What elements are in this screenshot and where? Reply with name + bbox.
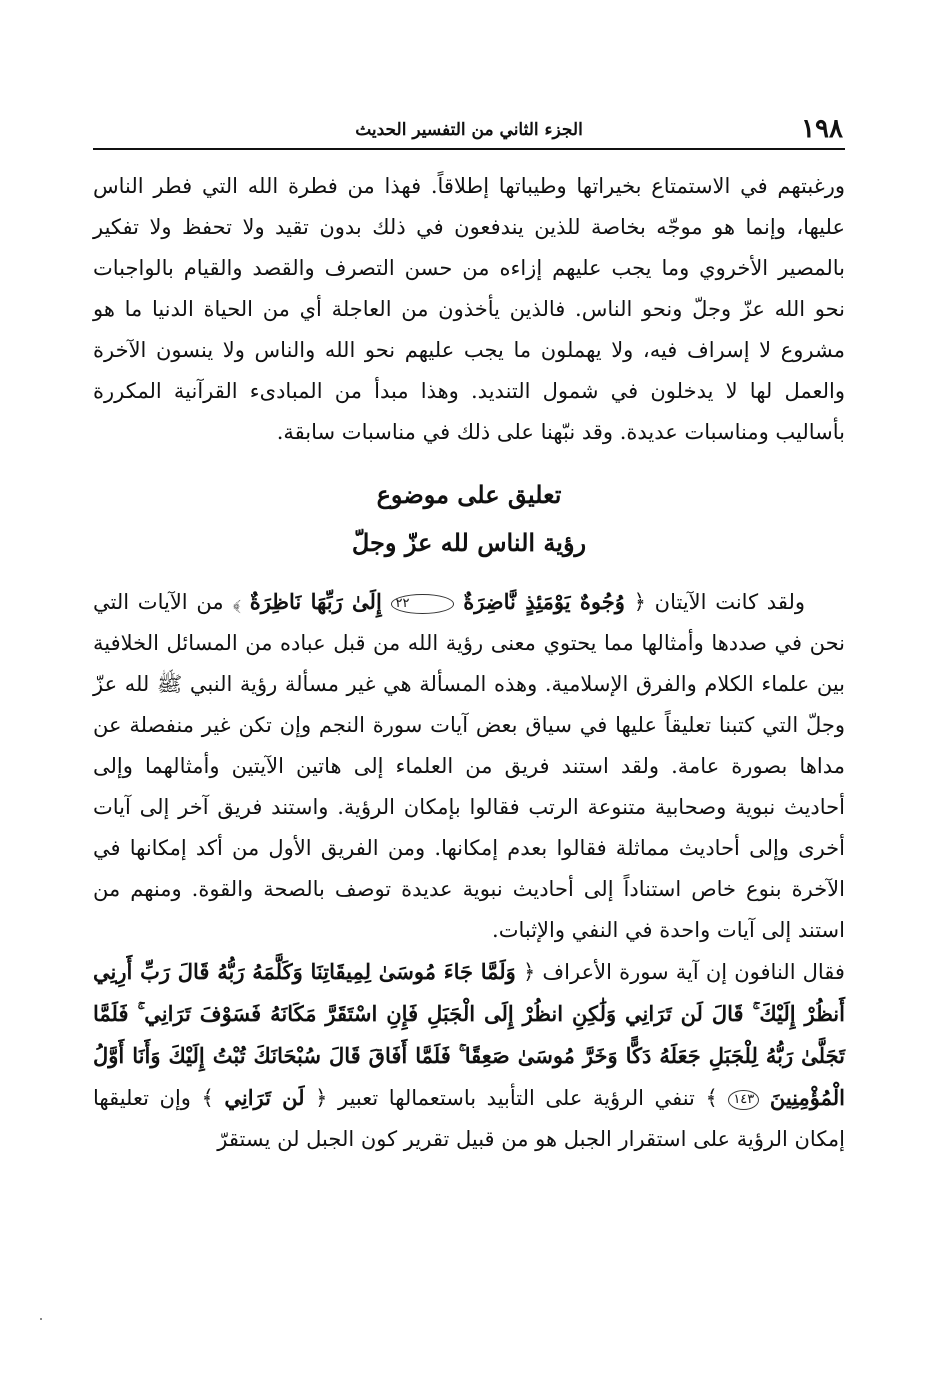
quran-bracket-close: ﴾ — [232, 590, 241, 614]
paragraph-3-tail: وإن تعليقها إمكان الرؤية على استقرار الجبل هو من قبيل تقرير كون الجبل لن يستقرّ — [93, 1086, 845, 1151]
running-header — [93, 110, 845, 150]
quran-verse-araf-143: وَلَمَّا جَاءَ مُوسَىٰ لِمِيقَاتِنَا وَكَلَّمَهُ رَبُّهُ قَالَ رَبِّ أَرِنِي أَنظُرْ إِلَيْكَ ۚ قَالَ لَن تَرَانِي وَلَٰكِنِ انظُرْ إِلَى الْجَبَلِ فَإِنِ اسْتَقَرَّ مَكَانَهُ فَسَوْفَ تَرَانِي ۚ فَلَمَّا تَجَلَّىٰ رَبُّهُ لِلْجَبَلِ جَعَلَهُ دَكًّا وَخَرَّ مُوسَىٰ صَعِقًا ۚ فَلَمَّا أَفَاقَ قَالَ سُبْحَانَكَ تُبْتُ إِلَيْكَ وَأَنَا أَوَّلُ الْمُؤْمِنِينَ — [93, 959, 845, 1110]
paragraph-2 — [93, 581, 845, 951]
verse-number-badge: ٢٢ — [391, 594, 455, 614]
section-heading-line-1: تعليق على موضوع — [376, 480, 562, 509]
section-heading-line-2: رؤية الناس لله عزّ وجلّ — [351, 528, 587, 557]
verse-number-badge: ١٤٣ — [728, 1090, 759, 1110]
page-number: ١٩٨ — [801, 114, 843, 144]
book-title: الجزء الثاني من التفسير الحديث — [355, 120, 583, 140]
scan-speck — [40, 1318, 42, 1320]
quran-verse-22: وُجُوهٌ يَوْمَئِذٍ نَّاضِرَةٌ — [463, 589, 625, 614]
paragraph-2-body: من الآيات التي نحن في صددها وأمثالها مما يحتوي معنى رؤية الله من قبل عباده من المسائل الخلافية بين علماء الكلام والفرق الإسلامية. وهذه المسألة هي غير مسألة رؤية النبي ﷺ لله عزّ وجلّ التي كتبنا تعليقاً عليها في سياق بعض آيات سورة النجم وإن تكن غير منفصلة عن مداها بصورة عامة. ولقد استند فريق من العلماء إلى هاتين الآيتين وأمثالهما وإلى أحاديث نبوية وصحابية متنوعة الرتب فقالوا بإمكان الرؤية. واستند فريق آخر إلى آيات أخرى وإلى أحاديث مماثلة فقالوا بعدم إمكانها. ومن الفريق الأول من أكد إمكانها في الآخرة بنوع خاص استناداً إلى أحاديث نبوية عديدة توصف بالصحة والقوة. ومنهم من استند إلى آيات واحدة في النفي والإثبات. — [93, 590, 845, 942]
paragraph-3 — [93, 951, 845, 1160]
quran-phrase-lan-tarani: لَن تَرَانِي — [224, 1085, 305, 1110]
quran-bracket-close: ﴾ — [201, 1086, 214, 1110]
quran-bracket-close: ﴾ — [705, 1086, 718, 1110]
quran-bracket-open: ﴿ — [633, 590, 646, 614]
paragraph-2-intro: ولقد كانت الآيتان — [654, 590, 805, 614]
paragraph-1: ورغبتهم في الاستمتاع بخيراتها وطيباتها إطلاقاً. فهذا من فطرة الله التي فطر الناس عليها، وإنما هو موجّه بخاصة للذين يندفعون في ذلك بدون تقيد ولا تحفظ ولا تفكير بالمصير الأخروي وما يجب عليهم إزاءه من حسن التصرف والقصد والقيام بالواجبات نحو الله عزّ وجلّ ونحو الناس. فالذين يأخذون من العاجلة أي من الحياة الدنيا ما هو مشروع لا إسراف فيه، ولا يهملون ما يجب عليهم نحو الله والناس ولا ينسون الآخرة والعمل لها لا يدخلون في شمول التنديد. وهذا مبدأ من المبادىء القرآنية المكررة بأساليب ومناسبات عديدة. وقد نبّهنا على ذلك في مناسبات سابقة. — [93, 174, 845, 444]
quran-bracket-open: ﴿ — [522, 960, 536, 984]
quran-verse-23: إِلَىٰ رَبِّهَا نَاظِرَةٌ — [249, 589, 382, 614]
paragraph-3-intro: فقال النافون إن آية سورة الأعراف — [542, 960, 845, 984]
book-page — [93, 110, 845, 1160]
quran-bracket-open: ﴿ — [315, 1086, 328, 1110]
paragraph-3-middle: تنفي الرؤية على التأبيد باستعمالها تعبير — [338, 1086, 695, 1110]
